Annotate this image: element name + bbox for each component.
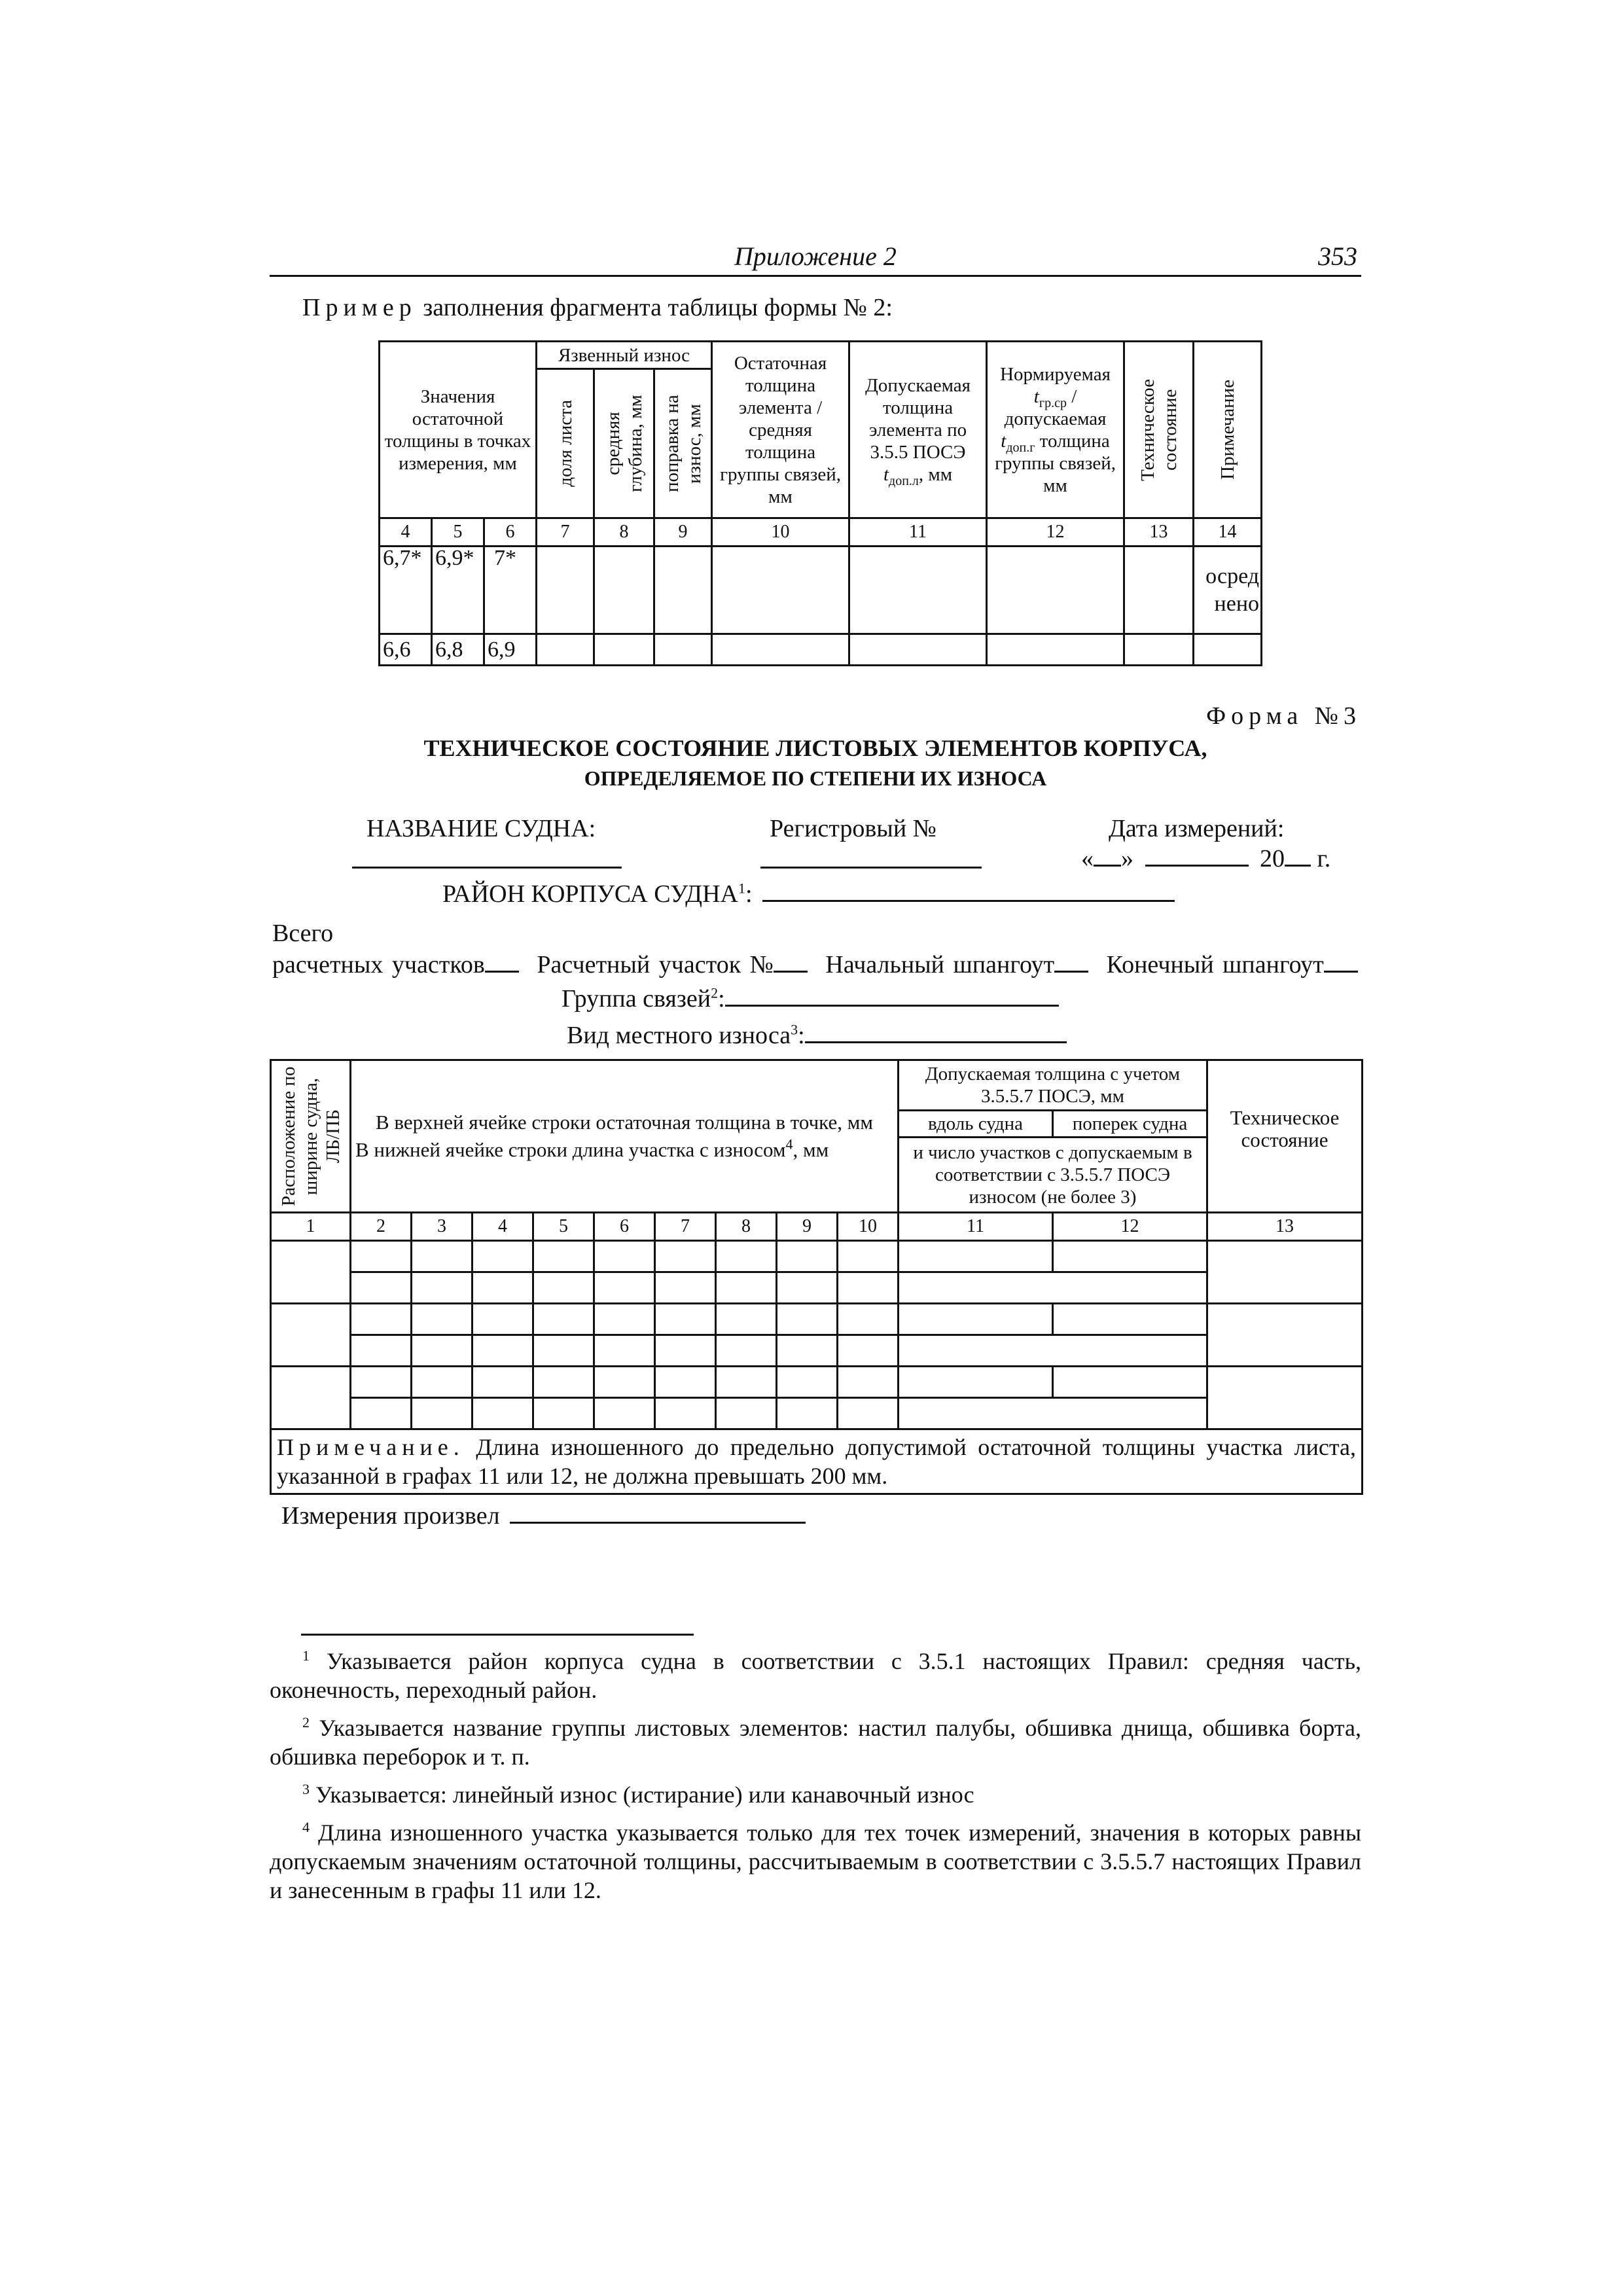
example-text: заполнения фрагмента таблицы формы № 2: [423,294,893,321]
col-num: 11 [899,1213,1053,1241]
header-values: Значения остаточной толщины в точках измерения, мм [380,342,537,518]
cell-input[interactable] [473,1241,533,1272]
group-label: Группа связей [562,985,711,1013]
header-normative-b: / допускаемая [1004,386,1107,429]
table-row [271,1272,1363,1304]
cell-value: 6,8 [432,634,484,666]
start-frame-label: Начальный шпангоут [825,951,1055,978]
quote-open: « [1081,845,1094,872]
cell-tech-state[interactable] [1207,1304,1363,1367]
t-subscript: гр.ср [1039,395,1067,410]
page-number: 353 [1318,242,1357,271]
col-num: 8 [594,518,654,547]
cell-input[interactable] [594,1241,655,1272]
cell-empty [654,634,712,666]
cell-empty [987,634,1124,666]
cell-input[interactable] [716,1241,777,1272]
date-field[interactable] [1081,844,1330,873]
cell-empty [1124,634,1194,666]
cell-input[interactable] [838,1367,899,1398]
group-row: Группа связей$^2$: [562,984,1059,1013]
col-num: 7 [537,518,594,547]
col-num: 1 [271,1213,351,1241]
unit: , мм [918,463,953,485]
header-pitting: Язвенный износ [537,342,712,369]
year-suffix: г. [1317,845,1331,872]
sections-field[interactable] [485,971,519,973]
cell-empty [594,634,654,666]
table-row [271,1304,1363,1335]
t-symbol: t [883,463,889,485]
col-num: 8 [716,1213,777,1241]
table-note [271,1429,1363,1494]
example-table [378,340,1262,666]
col-num: 14 [1194,518,1262,547]
cell-input[interactable] [351,1272,412,1304]
cell-input[interactable] [777,1398,838,1429]
ship-name-field[interactable] [352,867,622,869]
t-subscript: доп.л [889,473,919,488]
table-row [271,1241,1363,1272]
cell-note: осреднено [1194,547,1262,634]
cell-input[interactable] [655,1304,716,1335]
group-field[interactable] [725,1005,1059,1007]
cell-input[interactable] [899,1241,1053,1272]
cell-input[interactable] [716,1398,777,1429]
cell-tech-state[interactable] [1207,1367,1363,1429]
cell-input[interactable] [412,1367,473,1398]
cell-input[interactable] [716,1335,777,1367]
col-num: 12 [987,518,1124,547]
header-note-text: Примечание [1217,380,1238,480]
cell-input[interactable] [655,1241,716,1272]
cell-input[interactable] [533,1398,594,1429]
col-num: 11 [849,518,987,547]
cell-input[interactable] [594,1335,655,1367]
cell-input[interactable] [838,1241,899,1272]
cell-input[interactable] [533,1272,594,1304]
cell-input[interactable] [716,1304,777,1335]
header-normative-c: толщина группы связей, мм [995,430,1116,496]
wear-type-row: Вид местного износа$^3$: [567,1021,1067,1050]
t-symbol: t [1001,430,1007,452]
cell-input[interactable] [777,1241,838,1272]
footnote [270,1780,1361,1809]
cell-input[interactable] [899,1304,1053,1335]
footnote-text: Указывается название группы листовых элементов: настил палубы, обшивка днища, обшивка борта, обшивка переборок и т. п. [270,1715,1362,1770]
cell-input[interactable] [777,1272,838,1304]
cell-input[interactable] [412,1241,473,1272]
col-num: 10 [712,518,849,547]
footnote-separator [301,1634,694,1636]
cell-value: 6,6 [380,634,432,666]
cell-input[interactable] [473,1367,533,1398]
measured-by-row [281,1501,806,1530]
cell-input[interactable] [473,1398,533,1429]
cell-empty [594,547,654,634]
cell-location[interactable] [271,1304,351,1367]
table-note-row [271,1429,1363,1494]
cell-input[interactable] [1053,1241,1207,1272]
cell-input[interactable] [1053,1367,1207,1398]
footnote-text: Указывается: линейный износ (истирание) или канавочный износ [315,1782,974,1808]
col-num: 6 [594,1213,655,1241]
col-num: 7 [655,1213,716,1241]
header-normative-a: Нормируемая [1000,363,1111,385]
note-lead: Примечание. [277,1434,465,1460]
column-numbers-row [380,518,1262,547]
day-blank[interactable] [1094,865,1121,867]
cell-input[interactable] [655,1272,716,1304]
form-title [270,733,1361,793]
footnote [270,1713,1361,1771]
cell-input[interactable] [351,1398,412,1429]
cell-input[interactable] [777,1367,838,1398]
cell-empty [654,547,712,634]
col-num: 13 [1207,1213,1363,1241]
col-num: 10 [838,1213,899,1241]
cell-tech-state[interactable] [1207,1241,1363,1304]
note-text: Длина изношенного до предельно допустимой остаточной толщины участка листа, указанной в графах 11 или 12, не должна превышать 200 мм. [277,1434,1357,1489]
sections-label: расчетных участков [272,951,485,978]
cell-location[interactable] [271,1241,351,1304]
cell-input[interactable] [655,1335,716,1367]
table-row [271,1335,1363,1367]
measured-by-field[interactable] [510,1522,806,1524]
cell-empty [849,547,987,634]
header-allowable-text: Допускаемая толщина элемента по 3.5.5 ПОСЭ [865,374,971,463]
cell-input[interactable] [655,1398,716,1429]
cell-input[interactable] [412,1335,473,1367]
cell-count[interactable] [899,1272,1207,1304]
total-label: Всего [272,920,334,947]
appendix-title: Приложение 2 [734,242,897,271]
header-tech-state [1124,342,1194,518]
cell-input[interactable] [838,1398,899,1429]
month-blank[interactable] [1145,865,1249,867]
unit: , мм [793,1138,829,1161]
col-num: 6 [484,518,537,547]
header-count: и число участков с допускаемым в соответствии с 3.5.5.7 ПОСЭ износом (не более 3) [899,1137,1207,1212]
header-correction [654,369,712,518]
cell-input[interactable] [533,1367,594,1398]
cell-input[interactable] [838,1272,899,1304]
cell-input[interactable] [412,1272,473,1304]
hull-area-label: РАЙОН КОРПУСА СУДНА [442,880,738,908]
col-num: 9 [654,518,712,547]
cell-value: 7* [484,547,537,634]
cell-input[interactable] [473,1272,533,1304]
col-num: 9 [777,1213,838,1241]
example-lead: Пример [302,294,417,321]
cell-location[interactable] [271,1367,351,1429]
col-num: 13 [1124,518,1194,547]
cell-input[interactable] [412,1398,473,1429]
wear-type-label: Вид местного износа [567,1022,791,1049]
cell-input[interactable] [716,1367,777,1398]
col-num: 4 [380,518,432,547]
cell-empty [1194,634,1262,666]
section-number-label: Расчетный участок № [537,951,774,978]
header-along: вдоль судна [899,1110,1053,1137]
cell-input[interactable] [777,1304,838,1335]
cell-empty [712,547,849,634]
t-symbol: t [1033,386,1039,407]
header-lower-text: В нижней ячейке строки длина участка с износом [355,1138,786,1161]
header-residual: Остаточная толщина элемента / средняя толщина группы связей, мм [712,342,849,518]
cell-input[interactable] [473,1304,533,1335]
form3-table [270,1059,1363,1495]
section-number-field[interactable] [774,971,808,973]
footnote-text: Указывается район корпуса судна в соответствии с 3.5.1 настоящих Правил: средняя часть, оконечность, переходный район. [270,1648,1362,1703]
cell-input[interactable] [838,1335,899,1367]
col-num: 4 [473,1213,533,1241]
header-share-text: доля листа [554,400,576,487]
cell-input[interactable] [351,1367,412,1398]
form-label: Форма №3 [1206,702,1361,730]
cell-input[interactable] [473,1335,533,1367]
cell-input[interactable] [594,1304,655,1335]
header-across: поперек судна [1053,1110,1207,1137]
cell-empty [1124,547,1194,634]
start-frame-field[interactable] [1054,971,1088,973]
sections-row [272,950,1358,979]
cell-input[interactable] [533,1335,594,1367]
cell-input[interactable] [351,1304,412,1335]
table-row [380,634,1262,666]
table-row [380,547,1262,634]
cell-input[interactable] [1053,1304,1207,1335]
quote-close: » [1121,845,1133,872]
hull-area-row: РАЙОН КОРПУСА СУДНА$^1$: [442,880,1175,908]
header-depth [594,369,654,518]
form-title-line1: ТЕХНИЧЕСКОЕ СОСТОЯНИЕ ЛИСТОВЫХ ЭЛЕМЕНТОВ КОРПУСА, [423,735,1207,761]
column-numbers-row [271,1213,1363,1241]
header-lower: В нижней ячейке строки длина участка с износом$^4$, мм [355,1136,829,1161]
header-tech-state: Техническое состояние [1207,1060,1363,1213]
cell-input[interactable] [533,1304,594,1335]
footnote-number: 3 [302,1781,310,1797]
hull-area-field[interactable] [762,900,1175,902]
cell-empty [537,547,594,634]
cell-input[interactable] [899,1367,1053,1398]
col-num: 3 [412,1213,473,1241]
ship-name-label: НАЗВАНИЕ СУДНА: [366,815,596,842]
footnote-number: 4 [302,1819,310,1835]
example-caption [302,293,893,322]
cell-input[interactable] [838,1304,899,1335]
footnote [270,1647,1361,1704]
header-share [537,369,594,518]
cell-count[interactable] [899,1335,1207,1367]
cell-empty [537,634,594,666]
running-header [270,241,1361,277]
header-measurements [351,1060,899,1213]
year-blank[interactable] [1285,865,1311,867]
footnote [270,1818,1361,1905]
cell-input[interactable] [533,1241,594,1272]
end-frame-field[interactable] [1324,971,1358,973]
footnotes [270,1647,1361,1905]
col-num: 5 [533,1213,594,1241]
col-num: 12 [1053,1213,1207,1241]
cell-input[interactable] [412,1304,473,1335]
reg-number-label: Регистровый № [770,815,936,842]
header-depth-text: средняя глубина, мм [602,395,646,492]
footnote-text: Длина изношенного участка указывается только для тех точек измерений, значения в которых равны допускаемым значениям остаточной толщины, рассчитываемым в соответствии с 3.5.5.7 настоящих Правил и занесенным в графы 11 или 12. [270,1820,1362,1903]
cell-input[interactable] [655,1367,716,1398]
header-allowable: Допускаемая толщина с учетом 3.5.5.7 ПОСЭ, мм [899,1060,1207,1111]
header-location-text: Расположение по ширине судна, ЛБ/ПБ [277,1066,344,1206]
measured-by-label: Измерения произвел [281,1502,500,1530]
table-row [271,1367,1363,1398]
cell-input[interactable] [594,1367,655,1398]
footnote-number: 2 [302,1714,310,1731]
end-frame-label: Конечный шпангоут [1106,951,1324,978]
form-title-line2: ОПРЕДЕЛЯЕМОЕ ПО СТЕПЕНИ ИХ ИЗНОСА [584,766,1047,790]
cell-input[interactable] [777,1335,838,1367]
cell-empty [712,634,849,666]
footnote-number: 1 [302,1647,310,1664]
col-num: 5 [432,518,484,547]
header-location [271,1060,351,1213]
header-normative [987,342,1124,518]
header-upper: В верхней ячейке строки остаточная толщина в точке, мм [376,1111,873,1134]
date-label: Дата измерений: [1109,815,1285,842]
col-num: 2 [351,1213,412,1241]
cell-value: 6,7* [380,547,432,634]
header-correction-text: поправка на износ, мм [661,395,705,492]
reg-number-field[interactable] [760,867,982,869]
table-row [271,1398,1363,1429]
cell-input[interactable] [594,1398,655,1429]
wear-type-field[interactable] [805,1041,1067,1043]
cell-count[interactable] [899,1398,1207,1429]
cell-value: 6,9* [432,547,484,634]
cell-input[interactable] [716,1272,777,1304]
header-allowable [849,342,987,518]
header-tech-state-text: Техническое состояние [1137,378,1181,481]
cell-empty [849,634,987,666]
cell-value: 6,9 [484,634,537,666]
cell-empty [987,547,1124,634]
header-note [1194,342,1262,518]
cell-input[interactable] [594,1272,655,1304]
cell-input[interactable] [351,1241,412,1272]
cell-input[interactable] [351,1335,412,1367]
t-subscript: доп.г [1006,440,1035,455]
year-prefix: 20 [1260,845,1285,872]
